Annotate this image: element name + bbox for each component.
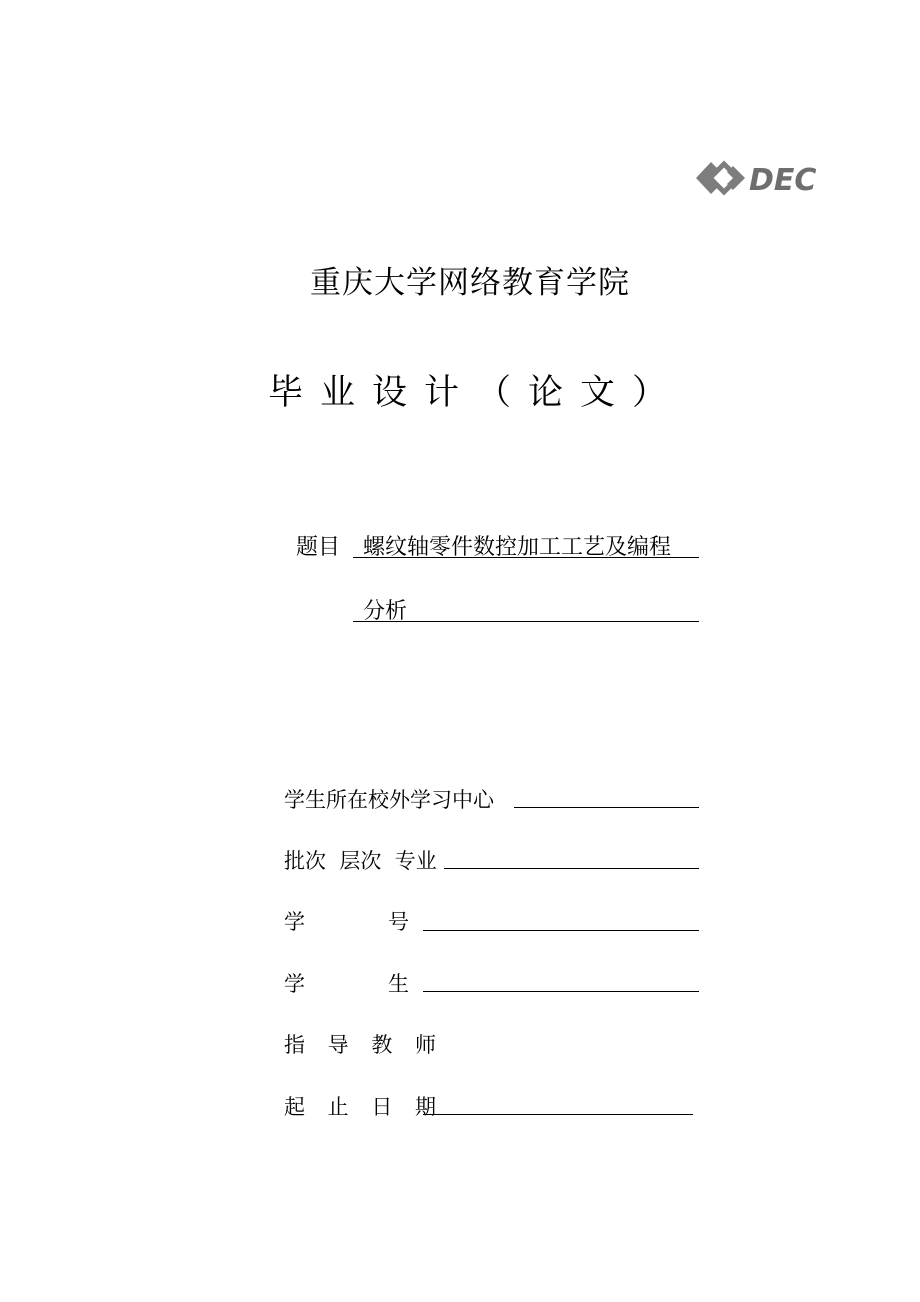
batch-line: [444, 867, 699, 869]
student-name-char2: 生: [388, 972, 409, 996]
period-label: 起 止 日 期: [284, 1095, 445, 1119]
advisor-label: 指 导 教 师: [284, 1033, 445, 1057]
school-name: 重庆大学网络教育学院: [310, 265, 630, 301]
dec-logo: [693, 160, 829, 196]
student-name-line: [423, 990, 699, 992]
student-id-char2: 号: [388, 910, 409, 934]
student-id-line: [423, 929, 699, 931]
student-name-char1: 学: [284, 972, 305, 996]
major-label: 专业: [394, 849, 437, 873]
period-line: [423, 1113, 693, 1115]
logo-text: DEC: [749, 163, 817, 196]
student-name-label: [284, 968, 409, 998]
level-label: 层次: [339, 849, 382, 873]
study-center-line: [514, 806, 699, 808]
topic-value-line1: 螺纹轴零件数控加工工艺及编程: [353, 530, 699, 558]
study-center-label: 学生所在校外学习中心: [284, 788, 494, 812]
batch-label: 批次: [284, 849, 326, 873]
topic-value-line2: 分析: [353, 594, 699, 622]
batch-level-major-label: [284, 845, 437, 875]
student-id-label: [284, 906, 409, 936]
student-id-char1: 学: [284, 910, 305, 934]
thesis-title: 毕业设计（论文）: [268, 373, 685, 413]
topic-label: 题目: [296, 535, 341, 560]
